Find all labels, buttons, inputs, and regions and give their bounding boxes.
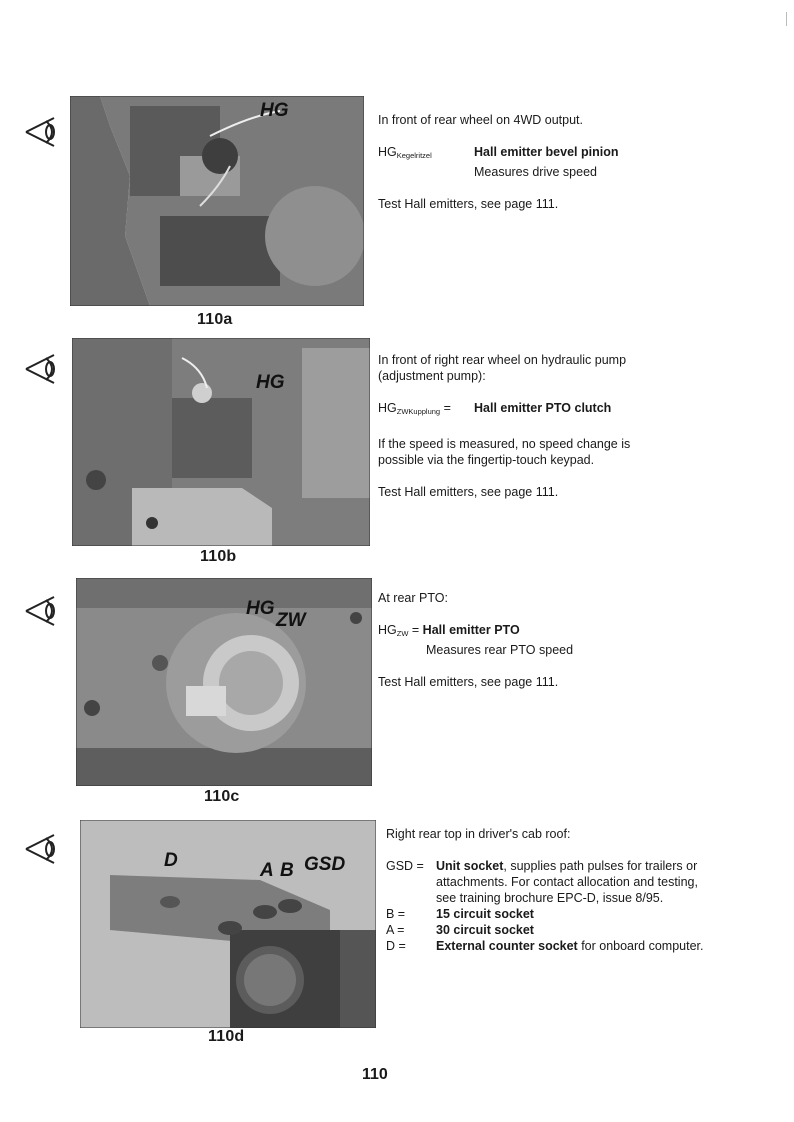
definition-title: Hall emitter PTO — [422, 623, 520, 637]
definition-key: $HG_{ZWKupplung}$ = — [378, 401, 451, 416]
eye-icon — [24, 115, 62, 149]
definition-row: $HG_{ZW}$ = Hall emitter PTO — [378, 623, 520, 638]
intro-text: In front of right rear wheel on hydraulic pump — [378, 353, 627, 367]
figure-caption: 110c — [204, 788, 240, 805]
list-title: Unit socket — [436, 859, 504, 873]
figure-caption: 110b — [200, 548, 237, 565]
intro-text: (adjustment pump): — [378, 369, 486, 383]
overlay-label: GSD — [304, 854, 346, 875]
overlay-label: HG — [256, 372, 285, 393]
definition-desc: Measures drive speed — [474, 165, 597, 179]
definition-row — [378, 144, 738, 164]
photo-110d — [80, 820, 376, 1028]
photo-110a — [70, 96, 364, 306]
list-text: , supplies path pulses for trailers or attachments. For contact allocation and testing, see training brochure EPC-D, issue 8/95. — [436, 859, 698, 905]
list-key: GSD = — [386, 859, 424, 873]
overlay-label: HG — [246, 598, 275, 619]
list-title: External counter socket — [436, 939, 578, 953]
test-reference: Test Hall emitters, see page 111. — [378, 485, 559, 499]
definition-title: Hall emitter PTO clutch — [474, 401, 612, 415]
list-title: 15 circuit socket — [436, 907, 534, 921]
intro-text: At rear PTO: — [378, 591, 448, 605]
definition-key: $HG_{Kegelritzel}$ — [378, 145, 432, 160]
intro-text: In front of rear wheel on 4WD output. — [378, 113, 583, 127]
photo-110b — [72, 338, 370, 546]
overlay-label: B — [280, 860, 294, 881]
test-reference: Test Hall emitters, see page 111. — [378, 675, 559, 689]
test-reference: Test Hall emitters, see page 111. — [378, 197, 559, 211]
overlay-label: D — [164, 850, 178, 871]
list-key: D = — [386, 939, 406, 953]
photo-110c — [76, 578, 372, 786]
eye-icon — [24, 594, 62, 628]
list-key: B = — [386, 907, 406, 921]
eye-icon — [24, 352, 62, 386]
list-title: 30 circuit socket — [436, 923, 534, 937]
list-item — [386, 906, 716, 922]
eye-icon — [24, 832, 62, 866]
overlay-label: HG — [260, 100, 289, 121]
definition-row — [378, 400, 738, 420]
list-key: A = — [386, 923, 405, 937]
page-number: 110 — [362, 1066, 388, 1083]
section-a-text — [378, 112, 738, 212]
list-item — [386, 858, 716, 906]
list-item — [386, 938, 716, 954]
figure-caption: 110a — [197, 311, 233, 328]
definition-title: Hall emitter bevel pinion — [474, 145, 619, 159]
figure-caption: 110d — [208, 1028, 245, 1045]
list-text: for onboard computer. — [577, 939, 704, 953]
note-text: If the speed is measured, no speed change is — [378, 437, 631, 451]
overlay-label: A — [260, 860, 274, 881]
definition-desc: Measures rear PTO speed — [426, 643, 574, 657]
intro-text: Right rear top in driver's cab roof: — [386, 827, 571, 841]
section-d-text — [386, 826, 716, 954]
scan-mark — [786, 12, 787, 26]
overlay-label: ZW — [276, 610, 306, 631]
section-b-text — [378, 352, 738, 500]
list-item — [386, 922, 716, 938]
section-c-text — [378, 590, 738, 690]
note-text: possible via the fingertip-touch keypad. — [378, 453, 595, 467]
